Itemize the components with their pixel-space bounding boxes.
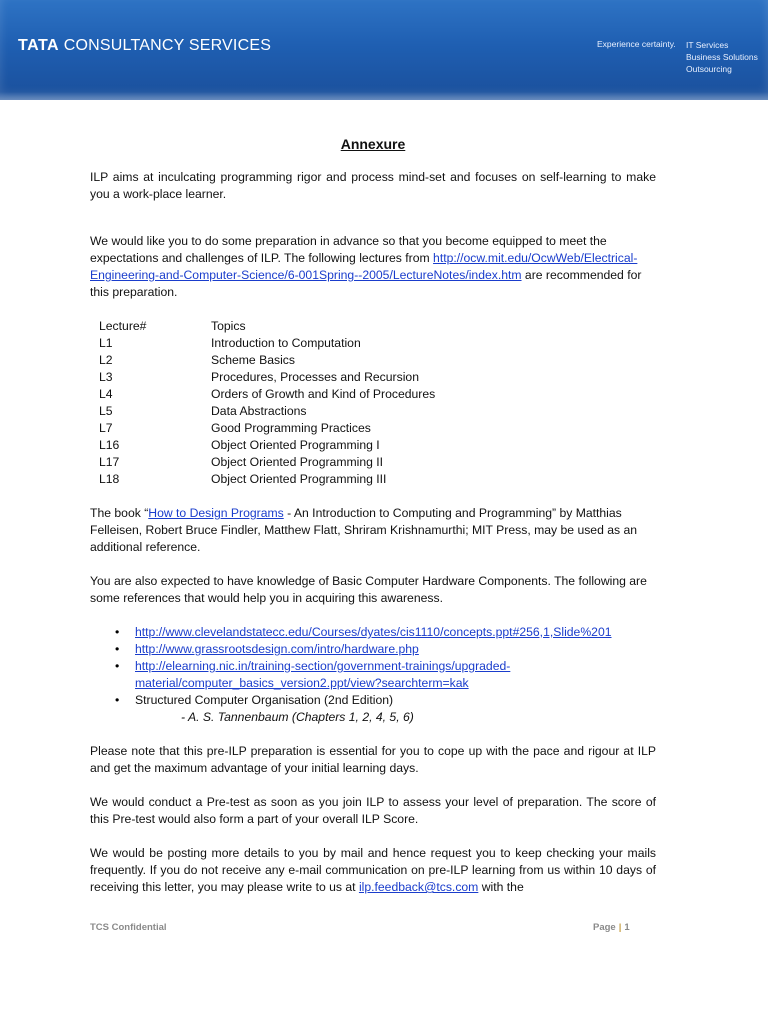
book-reference: Structured Computer Organisation (2nd Edition) — [135, 693, 394, 707]
lecture-topic: Introduction to Computation — [211, 336, 361, 350]
document-title: Annexure — [340, 136, 406, 152]
table-header-row — [99, 318, 435, 335]
intro-paragraph: ILP aims at inculcating programming rigor and process mind-set and focuses on self-learning to make you a work-place learner. — [90, 170, 656, 201]
hardware-paragraph: You are also expected to have knowledge of Basic Computer Hardware Components. The following are some references that would help you in acquiring this awareness. — [90, 574, 647, 605]
page-label: Page — [593, 922, 616, 933]
feedback-email-link[interactable]: ilp.feedback@tcs.com — [358, 880, 479, 894]
lecture-number: L1 — [99, 336, 113, 350]
service-item: IT Services — [686, 40, 729, 50]
tcs-logo — [18, 37, 271, 55]
note-paragraph: Please note that this pre-ILP preparation is essential for you to cope up with the pace and rigour at ILP and get the maximum advantage of your initial learning days. — [90, 744, 656, 775]
lecture-number: L2 — [99, 353, 113, 367]
list-item — [135, 641, 656, 658]
table-row — [99, 352, 435, 369]
reference-link[interactable]: http://www.clevelandstatecc.edu/Courses/dyates/cis1110/concepts.ppt#256,1,Slide%201 — [135, 625, 612, 639]
footer-page-number — [593, 922, 630, 933]
lecture-number: L18 — [99, 472, 120, 486]
lecture-topic: Good Programming Practices — [211, 421, 371, 435]
page-number: 1 — [624, 922, 630, 933]
lecture-topic: Object Oriented Programming III — [211, 472, 387, 486]
prep-text-end: are recommended for this preparation. — [90, 268, 642, 299]
lecture-topic: Orders of Growth and Kind of Procedures — [211, 387, 436, 401]
table-row — [99, 437, 435, 454]
service-item: Outsourcing — [686, 64, 732, 74]
lecture-topic: Procedures, Processes and Recursion — [211, 370, 419, 384]
lecture-topic: Data Abstractions — [211, 404, 307, 418]
lectures-table — [99, 318, 435, 488]
lecture-number: L5 — [99, 404, 113, 418]
reference-link[interactable]: http://www.grassrootsdesign.com/intro/hardware.php — [135, 642, 419, 656]
logo-brand: TATA — [18, 37, 60, 54]
lecture-number: L7 — [99, 421, 113, 435]
table-row — [99, 420, 435, 437]
preparation-paragraph — [90, 233, 656, 301]
book-suffix: - An Introduction to Computing and Programming” by Matthias Felleisen, Robert Bruce Findler, Matthew Flatt, Shriram Krishnamurthi; MIT Press, may be used as an additional reference. — [90, 506, 638, 554]
posting-text: We would be posting more details to you by mail and hence request you to keep checking your mails frequently. If you do not receive any e-mail communication on pre-ILP learning from us within 10 days of receiving this letter, you may please write to us at — [90, 846, 656, 894]
list-item — [135, 658, 656, 692]
prep-text: We would like you to do some preparation in advance so that you become equipped to meet the expectations and challenges of ILP. The following lectures from — [90, 234, 607, 265]
lecture-number: L17 — [99, 455, 120, 469]
book-prefix: The book “ — [90, 506, 149, 520]
tagline: Experience certainty. — [597, 39, 676, 49]
mit-lecture-link[interactable]: http://ocw.mit.edu/OcwWeb/Electrical-Engineering-and-Computer-Science/6-001Spring--2005/LectureNotes/index.htm — [90, 251, 638, 282]
pretest-paragraph: We would conduct a Pre-test as soon as you join ILP to assess your level of preparation. The score of this Pre-test would also form a part of your overall ILP Score. — [90, 795, 656, 826]
reference-link[interactable]: http://elearning.nic.in/training-section/government-trainings/upgraded-material/computer_basics_version2.ppt/view?searchterm=kak — [135, 659, 511, 690]
references-list — [90, 624, 656, 726]
lecture-number: L3 — [99, 370, 113, 384]
services-list — [686, 39, 758, 75]
posting-text-end: with the — [478, 880, 524, 894]
book-author: - A. S. Tannenbaum (Chapters 1, 2, 4, 5, 6) — [181, 710, 414, 724]
lecture-topic: Scheme Basics — [211, 353, 295, 367]
table-row — [99, 369, 435, 386]
table-row — [99, 335, 435, 352]
column-header-lecture: Lecture# — [99, 319, 147, 333]
posting-paragraph — [90, 845, 656, 896]
lecture-number: L4 — [99, 387, 113, 401]
list-item — [135, 692, 656, 726]
page-separator: | — [618, 922, 622, 933]
document-body — [90, 131, 656, 896]
lecture-number: L16 — [99, 438, 120, 452]
footer-confidential: TCS Confidential — [90, 922, 167, 933]
book-link[interactable]: How to Design Programs — [148, 506, 284, 520]
table-row — [99, 386, 435, 403]
table-row — [99, 471, 435, 488]
table-row — [99, 403, 435, 420]
logo-company: CONSULTANCY SERVICES — [63, 37, 272, 54]
page-header — [0, 0, 768, 100]
list-item — [135, 624, 656, 641]
service-item: Business Solutions — [686, 52, 758, 62]
lecture-topic: Object Oriented Programming II — [211, 455, 384, 469]
column-header-topics: Topics — [211, 319, 246, 333]
table-row — [99, 454, 435, 471]
lecture-topic: Object Oriented Programming I — [211, 438, 380, 452]
book-paragraph — [90, 505, 656, 556]
